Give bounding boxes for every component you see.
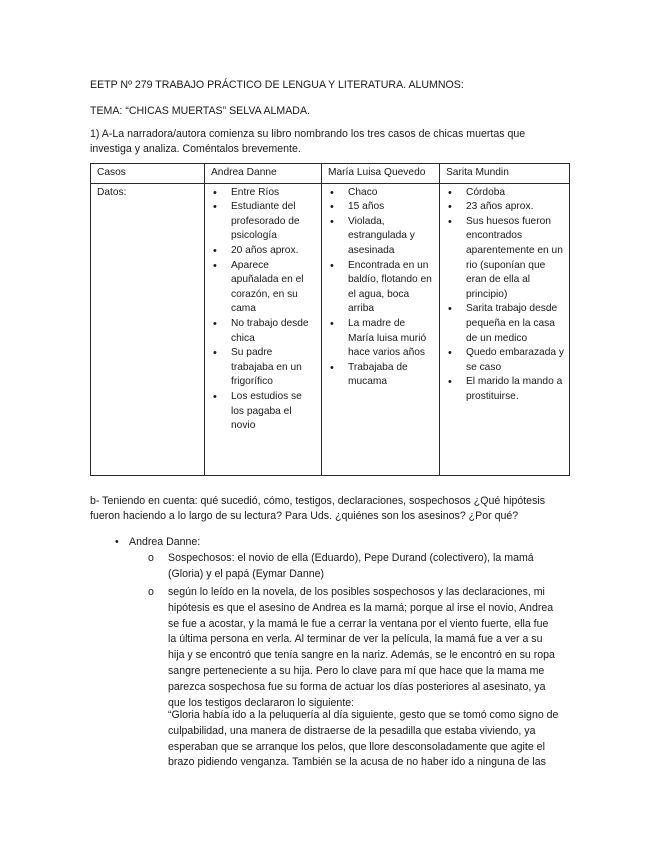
- list-item: • El marido la mando a prostituirse.: [446, 375, 564, 404]
- suspects-line: Sospechosos: el novio de ella (Eduardo), Pepe Durand (colectivero), la mamá: [168, 552, 534, 564]
- list-item: • Los estudios se los pagaba el novio: [211, 390, 316, 434]
- table-row: [91, 183, 570, 475]
- hypothesis-line: parezca sospechosa fue su forma de actuar los días posteriores al asesinato, ya: [168, 680, 546, 693]
- document-topic: TEMA: “CHICAS MUERTAS” SELVA ALMADA.: [90, 105, 310, 117]
- question-1-line-2: investiga y analiza. Coméntalos brevemente.: [90, 143, 301, 155]
- list-item: • Estudiante del profesorado de psicología: [211, 200, 316, 244]
- header-maria: María Luisa Quevedo: [322, 164, 440, 184]
- hypothesis-line: la última persona en verla. Al terminar de ver la película, la mamá fue a ver a su: [168, 633, 543, 646]
- header-casos: Casos: [91, 164, 205, 184]
- andrea-data-cell: [205, 183, 322, 475]
- list-item: • Trabajaba de mucama: [328, 361, 434, 390]
- list-item: • Su padre trabajaba en un frigorífico: [211, 346, 316, 390]
- list-item: • La madre de María luisa murió hace varios años: [328, 317, 434, 361]
- hypothesis-line: según lo leído en la novela, de los posibles sospechosos y las declaraciones, mi: [168, 586, 545, 598]
- sarita-data-cell: [440, 183, 570, 475]
- list-item: • 15 años: [328, 200, 434, 215]
- list-item: • Quedo embarazada y se caso: [446, 346, 564, 375]
- quote-line: brazo pidiendo venganza. También se la acusa de no haber ido a ninguna de las: [168, 756, 546, 769]
- quote-line: esperaban que se arranque los pelos, que llore desconsoladamente que agite el: [168, 740, 545, 753]
- document-title: EETP Nº 279 TRABAJO PRÁCTICO DE LENGUA Y LITERATURA. ALUMNOS:: [90, 79, 464, 91]
- list-item: • 23 años aprox.: [446, 200, 564, 215]
- question-b-line-2: fueron haciendo a lo largo de su lectura? Para Uds. ¿quiénes son los asesinos? ¿Por qué?: [90, 510, 519, 522]
- maria-data-list: [328, 186, 434, 390]
- question-1-line-1: 1) A-La narradora/autora comienza su libro nombrando los tres casos de chicas muertas que: [90, 128, 526, 140]
- testimony-quote: [168, 708, 558, 771]
- circle-bullet-icon: o: [148, 586, 154, 598]
- list-item: • 20 años aprox.: [211, 244, 316, 259]
- circle-bullet-icon: o: [148, 552, 154, 564]
- list-item: • Sarita trabajo desde pequeña en la casa de un medico: [446, 302, 564, 346]
- suspects-line: (Gloria) y el papá (Eymar Danne): [168, 567, 325, 580]
- quote-line: culpabilidad, una manera de distraerse de la pesadilla que estaba viviendo, ya: [168, 724, 536, 737]
- answer-heading-text: Andrea Danne:: [129, 536, 201, 548]
- sarita-data-list: [446, 186, 564, 405]
- cases-table: [90, 163, 570, 476]
- list-item: • Córdoba: [446, 186, 564, 201]
- list-item: • No trabajo desde chica: [211, 317, 316, 346]
- list-item: • Violada, estrangulada y asesinada: [328, 215, 434, 259]
- hypothesis-line: se fue a acostar, y la mamá le fue a cerrar la ventana por el viento fuerte, ella fue: [168, 617, 549, 630]
- list-item: • Sus huesos fueron encontrados aparentemente en un rio (suponían que eran de ella al principio): [446, 215, 564, 303]
- question-b-line-1: b- Teniendo en cuenta: qué sucedió, cómo, testigos, declaraciones, sospechosos ¿Qué hipótesis: [90, 495, 546, 507]
- andrea-data-list: [211, 186, 316, 434]
- list-item: • Chaco: [328, 186, 434, 201]
- header-sarita: Sarita Mundin: [440, 164, 570, 184]
- maria-data-cell: [322, 183, 440, 475]
- list-item: • Entre Ríos: [211, 186, 316, 201]
- list-item: • Encontrada en un baldío, flotando en el agua, boca arriba: [328, 259, 434, 317]
- hypothesis-line: hipótesis es que el asesino de Andrea es la mamá; porque al irse el novio, Andrea: [168, 601, 554, 614]
- quote-line: “Gloria había ido a la peluquería al día siguiente, gesto que se tomó como signo de: [168, 709, 559, 721]
- hypothesis-line: hija y se encontró que tenía sangre en la nariz. Además, se le encontró en su ropa: [168, 649, 555, 662]
- row-label-datos: Datos:: [91, 183, 205, 475]
- hypothesis-line: que los testigos declararon lo siguiente:: [168, 696, 355, 709]
- bullet-icon: •: [115, 536, 119, 548]
- list-item: • Aparece apuñalada en el corazón, en su cama: [211, 259, 316, 317]
- header-andrea: Andrea Danne: [205, 164, 322, 184]
- table-header-row: [91, 164, 570, 184]
- hypothesis-line: sangre perteneciente a su hija. Pero lo clave para mí que hace que la mama me: [168, 664, 545, 677]
